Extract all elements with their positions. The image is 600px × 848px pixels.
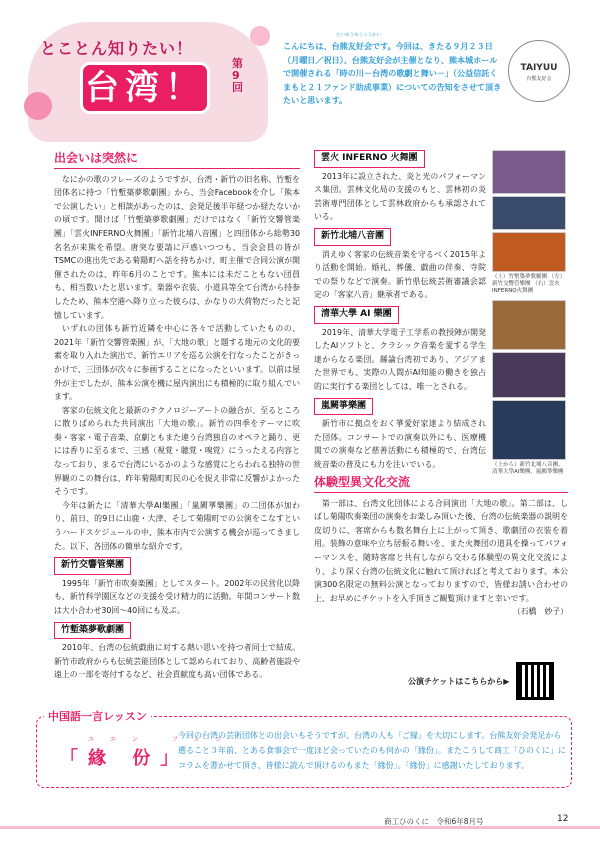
banner-subtitle: とことん知りたい！ [40,39,194,58]
qr-code-icon[interactable] [516,662,554,700]
intro-ruby: たいゆうゆうこうかい [336,33,381,38]
group-text: 2010年、台湾の伝統戯曲に対する熱い思いを持つ者同士で結成。新竹市政府からも伝統芸能団体として認められており、高齢者施設や遠上の一部を寄付するなど、社会貢献度も高い団体である。 [54,643,300,680]
flower-icon [250,26,270,46]
footer-text: 商工ひのくに 令和6年8月号 [384,817,484,826]
lesson-word: 「緣 份」 [60,748,189,769]
group-text: 新竹市に拠点をおく箏愛好家達より結成された団体。コンサートでの演奏以外にも、医療機関での演奏など慈善活動にも積極的で、台湾伝統音楽の普及にも力を注いでいる。 [314,419,486,469]
group-title: 嵐闕箏樂團 [314,398,373,416]
logo-subtext: 台熊友好会 [526,76,552,82]
lesson-text: 今回の台湾の芸術団体との出会いもそうですが、台湾の人も「ご縁」を大切にします。台熊友好会発足から遡ること３年前、とある食事会で一度ほど会っていたのも何かの「緣份」。またこうして商工「ひのくに」にコラムを書かせて頂き、皆様に読んで頂けるのもまた「緣份」。「緣份」に感謝いたしております。 [178,731,566,770]
group-title: 竹塹築夢歌劇團 [54,622,131,640]
photo-fire [492,232,566,272]
group-text: 1995年「新竹市吹奏楽團」としてスタート。2002年の民営化以降も、新竹科学園区などの支援を受け精力的に活動。年間コンサート数は大小合わせ30回〜40回にも及ぶ。 [54,578,300,615]
group-title: 新竹北埔八音團 [314,228,391,246]
footer-line [0,826,600,829]
photo-caption: （上）竹塹築夢歌劇團 （左）新竹交響管樂團 （右）雲火 INFERNO火舞團 [492,274,566,294]
page-number: 12 [557,814,569,824]
photo-guzheng [492,400,566,460]
flower-icon [24,92,52,120]
paragraph: 第一部は、台湾文化団体による合同演出「大地の歌」。第二部は、しばし菊陽吹奏楽団の演奏をお楽しみ頂いた後、台湾の伝統楽器の説明を皮切りに、客席からも数名舞台上に上がって頂き、歌劇団の衣装を着用。装飾の意味や立ち居振る舞いを、また火舞団の道具を操ってパフォーマンスを、随時客席と共有しながら交わる体験型の異文化交流により、より深く台湾の伝統文化に触れて頂ければと考えております。本公演300名限定の無料公演となっておりますので、皆様お誘い合わせの上、お早めにチケットを入手頂きご観覧頂けますと幸いです。 [314,498,568,603]
lesson-tag: 中国語一言レッスン [44,708,151,724]
left-column [54,152,300,682]
taiyuu-logo [508,40,570,102]
photo-ai [492,352,566,398]
photo-opera [492,150,566,194]
group-title: 清華大學 AI 樂團 [314,306,399,324]
ticket-link-label[interactable]: 公演チケットはこちらから▶ [408,677,510,686]
paragraph: 客家の伝統文化と最新のテクノロジーアートの融合が、至るところに散りばめられた共同演出「大地の歌」。新竹の四季をテーマに吹奏・客家・電子音楽、京劇ともまた違う台湾独自のオペラと踊り、更には香りに至るまで、三感（視覚・聴覚・嗅覚）にうったえる内容となっており、まるで台湾にいるかのような感覚にとらわれる独特の世界観のこの舞台は、昨年菊陽町町民の心を捉え非常に反響がよかったそうです。 [54,405,300,497]
photo-orchestra [492,196,566,230]
author: （石橋 妙子） [512,607,568,617]
section-heading: 体験型異文化交流 [314,476,568,493]
logo-text: TAIYUU [520,63,558,73]
group-title: 新竹交響管樂團 [54,557,131,575]
group-title: 雲火 INFERNO 火舞團 [314,150,425,168]
lesson-ruby: ユエン フェン [88,736,238,743]
photo-bayin [492,300,566,350]
group-text: 消えゆく客家の伝統音楽を守るべく2015年より活動を開始。婚礼、葬儀、戯曲の伴奏、寺院での祭りなどで演奏。新竹県伝統芸術審議会認定の「客家八音」継承者である。 [314,249,486,300]
paragraph: なにかの歌のフレーズのようですが、台湾・新竹の旧名称、竹塹を団体名に持つ「竹塹築夢歌劇團」から、当会Facebookを介し「熊本で公演したい」と相談があったのは、会発足後半年経つか経たないかの頃です。聞けば「竹塹築夢歌劇團」だけではなく「新竹交響管楽團」「雲火INFERNO火舞團」「新竹北埔八音團」と四団体から総勢30名名が来熊を希望。唐突な要請に戸惑いつつも、当会会員の皆がTSMCの進出先である菊陽町へ話を持ちかけ、町主催で合同公演が開催されたのは、昨年6月のことです。熊本には未だこともない団員も、相当数いたと思います。楽器や衣装、小道具等全て台湾から持参したため、熊本空港へ降り立った彼らは、かなりの大荷物だったと記憶しています。 [54,174,300,320]
photo-caption: （上から）新竹北埔八音團、清華大學AI樂團、嵐闕箏樂團 [492,462,564,475]
intro-text: こんにちは、台熊友好会です。今回は、きたる９月２３日（月曜日／祝日）、台熊友好会が主催となり、熊本城ホールで開催される「時の川－台湾の歌劇と舞い－」（公益信託くまもと２１ファンド助成事業）についての告知をさせて頂きたいと思います。 [283,41,502,106]
banner-title: 台湾！ [80,62,210,114]
volume-label: 第9回 [232,57,243,94]
paragraph: 今年は新たに「清華大學AI樂團」「嵐闕箏樂團」の二団体が加わり、前日、的9日に山鹿・大津、そして菊陽町での公演をこなすというハードスケジュールの中、熊本市内で公演する機会が巡ってきました。以下、各団体の簡単な紹介です。 [54,500,300,551]
right-column-top [314,146,486,471]
group-text: 2019年、清華大学電子工学系の教授陣が開発したAIソフトと、クラシック音楽を愛する学生達からなる楽団。縣論台湾初であり、アジアまた世界でも、実際の人間がAI知能の働きを独占的に実行する楽団としては、唯一とされる。 [314,327,486,391]
right-column-bottom [314,476,568,619]
group-text: 2013年に設立された、炎と光のパフォーマンス集団。雲林文化局の支援のもと、雲林初の炎芸術専門団体として雲林政府からも承認されている。 [314,171,486,222]
section-heading: 出会いは突然に [54,152,300,169]
paragraph: いずれの団体も新竹近隣を中心に各々で活動していたものの、2021年「新竹交響管楽團」が、「大地の歌」と題する地元の文化的要素を取り入れた演出で、新竹エリアを巡る公演を行なったことがきっかけで、三団体が次々に参画することになったといいます。以前は屋外が主でしたが、熊本公演を機に屋内演出にも積極的に取り組んでいます。 [54,324,300,402]
